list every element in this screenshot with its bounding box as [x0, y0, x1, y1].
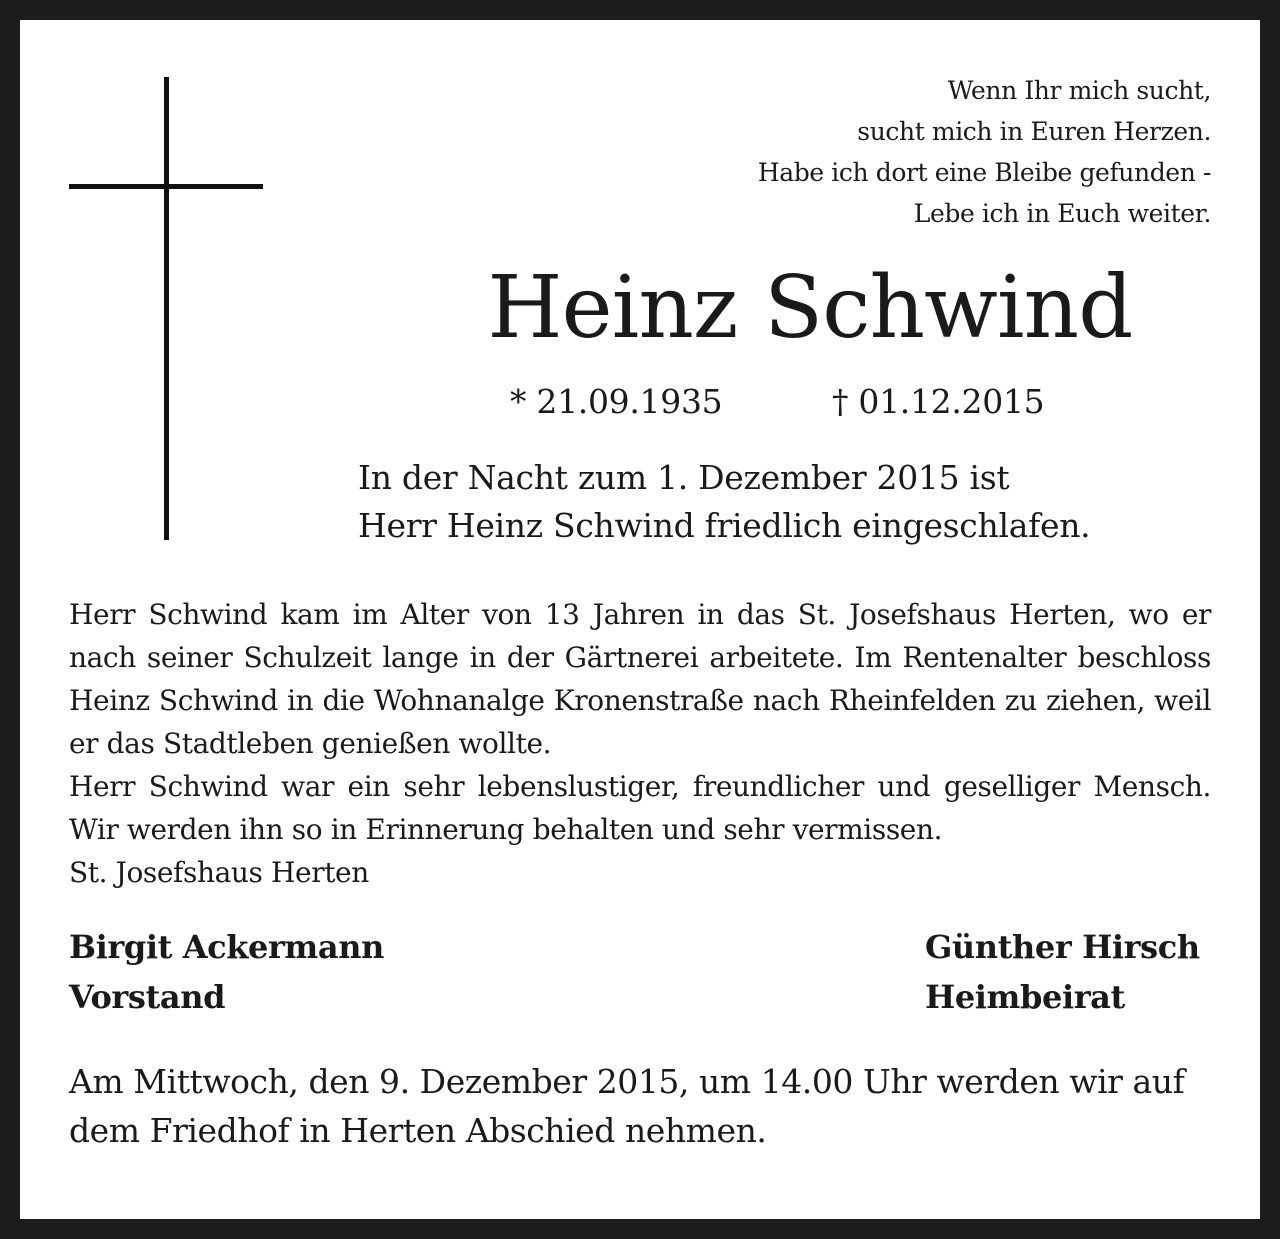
body-text: [69, 593, 1211, 894]
signatory-role: Heimbeirat: [925, 978, 1125, 1016]
poem-verse: [758, 70, 1211, 234]
poem-line: Habe ich dort eine Bleibe gefunden -: [757, 158, 1211, 187]
signatory-name: Günther Hirsch: [925, 928, 1200, 966]
closing-line: Am Mittwoch, den 9. Dezember 2015, um 14.00 Uhr werden wir auf: [69, 1062, 1185, 1101]
poem-line: sucht mich in Euren Herzen.: [857, 117, 1211, 146]
obituary-notice: [20, 20, 1260, 1219]
deceased-name: Heinz Schwind: [487, 258, 1133, 358]
body-paragraph: Herr Schwind kam im Alter von 13 Jahren in das St. Josefshaus Herten, wo er nach seiner Schulzeit lange in der Gärtnerei arbeitete. Im Rentenalter beschloss Heinz Schwind in die Wohnanalge Kronenstraße nach Rheinfelden zu ziehen, weil er das Stadtleben genießen wollte.: [69, 598, 1211, 760]
intro-text: [358, 454, 1090, 550]
poem-line: Lebe ich in Euch weiter.: [913, 199, 1211, 228]
signatory-left: [69, 922, 384, 1022]
signatory-name: Birgit Ackermann: [69, 928, 384, 966]
institution-line: St. Josefshaus Herten: [69, 856, 369, 889]
signatory-right: [925, 922, 1200, 1022]
intro-line: In der Nacht zum 1. Dezember 2015 ist: [358, 458, 1010, 497]
birth-date: * 21.09.1935: [510, 382, 723, 421]
poem-line: Wenn Ihr mich sucht,: [947, 76, 1211, 105]
cross-vertical-bar: [164, 77, 169, 540]
death-date: † 01.12.2015: [832, 382, 1045, 421]
signatory-role: Vorstand: [69, 978, 226, 1016]
intro-line: Herr Heinz Schwind friedlich eingeschlafen.: [358, 506, 1091, 545]
funeral-announcement: [69, 1057, 1211, 1155]
cross-horizontal-bar: [69, 184, 263, 189]
closing-line: dem Friedhof in Herten Abschied nehmen.: [69, 1111, 767, 1150]
body-paragraph: Herr Schwind war ein sehr lebenslustiger, freundlicher und geselliger Mensch. Wir werden ihn so in Erinnerung behalten und sehr vermissen.: [69, 770, 1211, 846]
